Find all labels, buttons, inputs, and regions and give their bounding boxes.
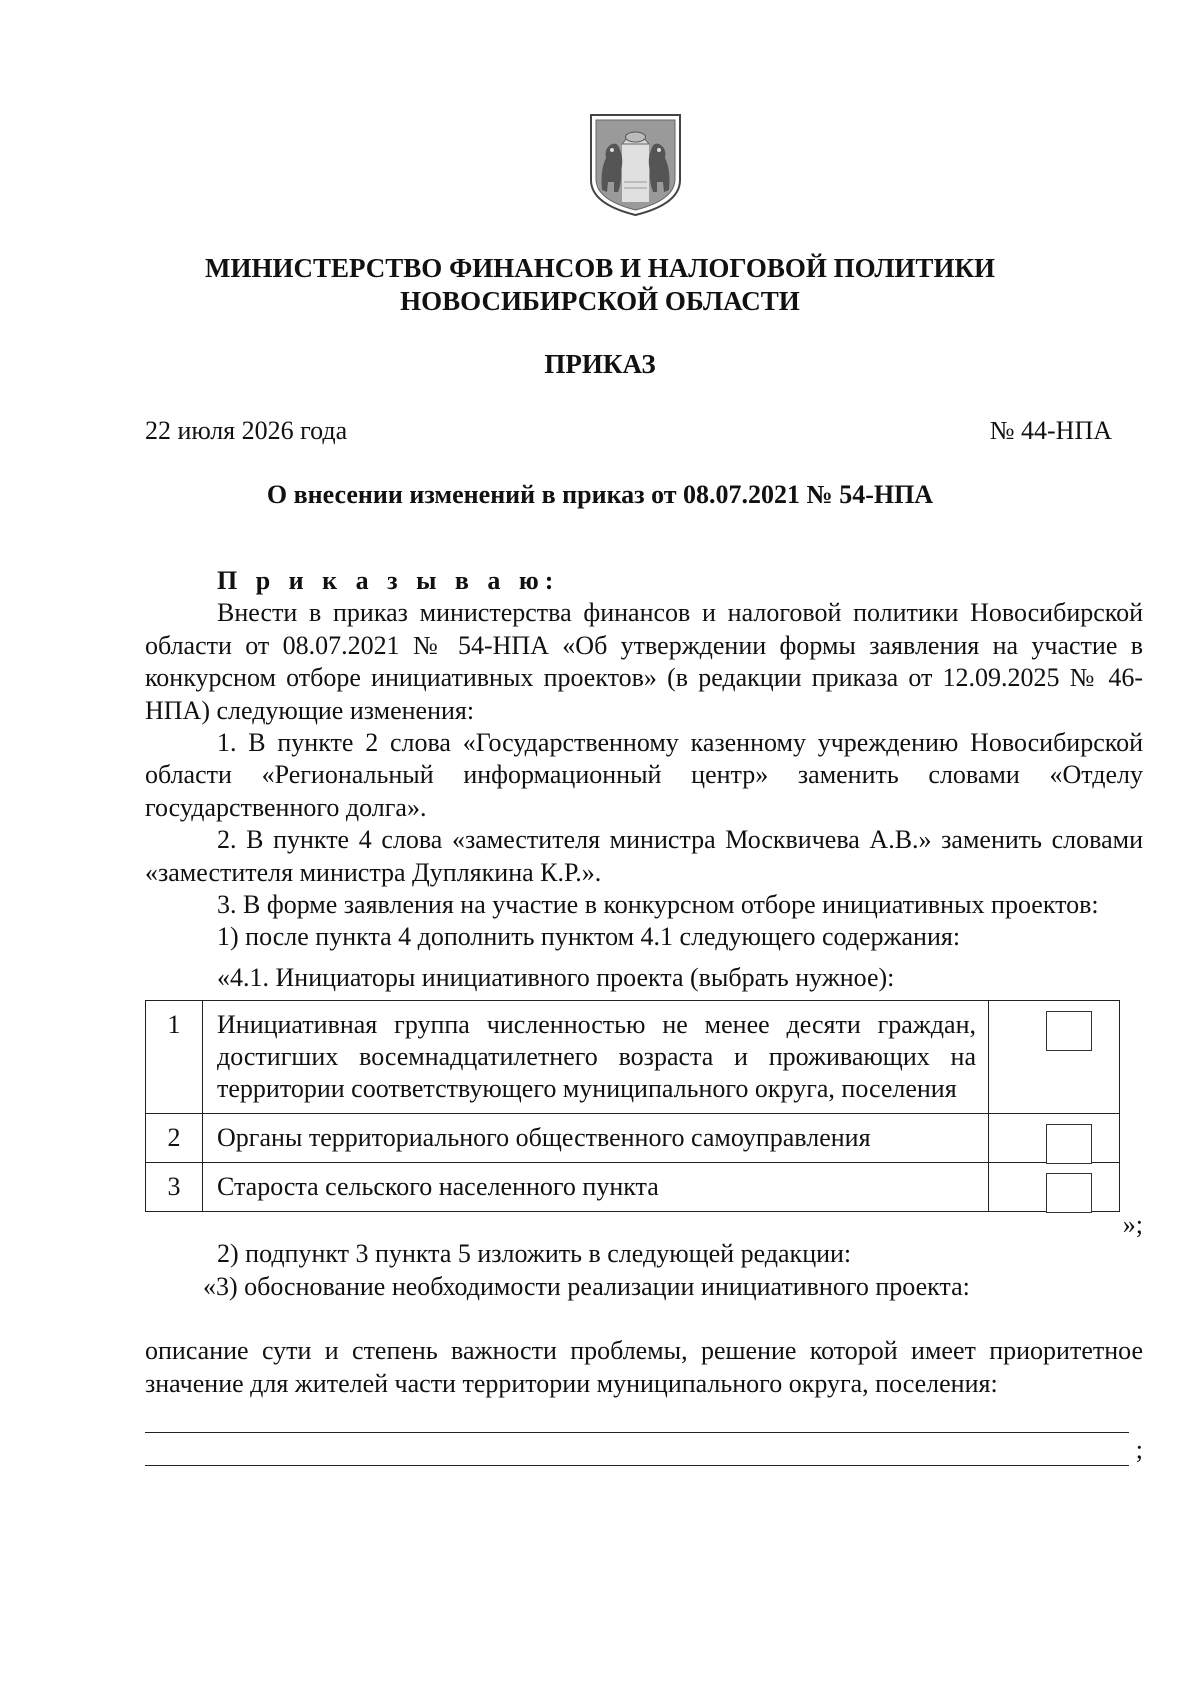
- description-paragraph: описание сути и степень важности проблемы, решение которой имеет приоритетное значение для жителей части территории муниципального округа, поселения:: [145, 1336, 1143, 1398]
- line-end-mark: ;: [1135, 1434, 1143, 1464]
- row-text: Органы территориального общественного самоуправления: [203, 1114, 989, 1163]
- blank-line[interactable]: [145, 1400, 1129, 1433]
- table-row: [146, 1114, 1120, 1163]
- ministry-name: [0, 252, 1200, 318]
- document-number: № 44-НПА: [989, 416, 1112, 445]
- intro-paragraph: Внести в приказ министерства финансов и налоговой политики Новосибирской области от 08.07.2021 № 54-НПА «Об утверждении формы заявления на участие в конкурсном отборе инициативных проектов» (в редакции приказа от 12.09.2025 № 46-НПА) следующие изменения:: [145, 598, 1143, 725]
- blank-line[interactable]: [145, 1433, 1129, 1466]
- document-body: [145, 565, 1143, 1466]
- row-number: 3: [146, 1163, 203, 1212]
- subitem-1: 1) после пункта 4 дополнить пунктом 4.1 следующего содержания:: [217, 922, 961, 952]
- checkbox[interactable]: [1046, 1011, 1092, 1051]
- item-3: 3. В форме заявления на участие в конкурсном отборе инициативных проектов:: [217, 890, 1099, 920]
- row-number: 1: [146, 1001, 203, 1114]
- subitem-1-quote: «4.1. Инициаторы инициативного проекта (выбрать нужное):: [217, 962, 895, 992]
- document-date: 22 июля 2026 года: [145, 416, 348, 445]
- initiators-table: [145, 1000, 1120, 1212]
- coat-of-arms-icon: [588, 112, 683, 218]
- row-number: 2: [146, 1114, 203, 1163]
- row-text: Староста сельского населенного пункта: [203, 1163, 989, 1212]
- subitem-2-quote: «3) обоснование необходимости реализации инициативного проекта:: [203, 1271, 970, 1301]
- subitem-2: 2) подпункт 3 пункта 5 изложить в следующей редакции:: [217, 1239, 852, 1269]
- checkbox[interactable]: [1046, 1124, 1092, 1164]
- ministry-name-line2: НОВОСИБИРСКОЙ ОБЛАСТИ: [400, 286, 800, 316]
- table-close-quote: »;: [1122, 1210, 1143, 1240]
- checkbox[interactable]: [1046, 1173, 1092, 1213]
- row-text: Инициативная группа численностью не менее десяти граждан, достигших восемнадцатилетнего возраста и проживающих на территории соответствующего муниципального округа, поселения: [203, 1001, 989, 1114]
- document-type: ПРИКАЗ: [544, 349, 656, 379]
- item-2: 2. В пункте 4 слова «заместителя министра Москвичева А.В.» заменить словами «заместителя министра Дуплякина К.Р.».: [145, 825, 1143, 887]
- table-row: [146, 1001, 1120, 1114]
- ministry-name-line1: МИНИСТЕРСТВО ФИНАНСОВ И НАЛОГОВОЙ ПОЛИТИКИ: [204, 253, 996, 283]
- item-1: 1. В пункте 2 слова «Государственному казенному учреждению Новосибирской области «Региональный информационный центр» заменить словами «Отделу государственного долга».: [145, 728, 1143, 822]
- table-row: [146, 1163, 1120, 1212]
- order-word: П р и к а з ы в а ю:: [217, 566, 560, 595]
- document-subject: О внесении изменений в приказ от 08.07.2021 № 54-НПА: [266, 480, 934, 509]
